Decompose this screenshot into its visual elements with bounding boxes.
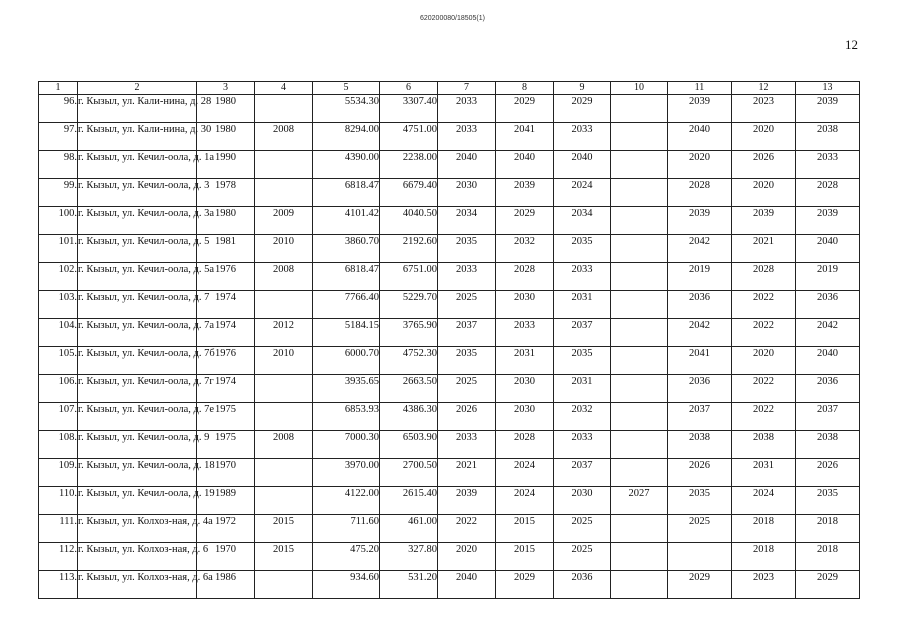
table-cell-c8: 2029 [496, 207, 554, 235]
table-cell-c9: 2025 [554, 543, 611, 571]
table-cell-c5: 3970.00 [313, 459, 380, 487]
table-cell-c7: 2040 [438, 151, 496, 179]
table-cell-c4: 2009 [255, 207, 313, 235]
table-cell-c2: г. Кызыл, ул. Кечил-оола, д. 3 [78, 179, 197, 207]
table-cell-c3: 1980 [197, 207, 255, 235]
table-cell-c6: 3765.90 [380, 319, 438, 347]
table-cell-c6: 2700.50 [380, 459, 438, 487]
table-cell-c7: 2026 [438, 403, 496, 431]
table-cell-c5: 6000.70 [313, 347, 380, 375]
table-cell-c13: 2039 [796, 95, 860, 123]
table-cell-c4 [255, 571, 313, 599]
table-cell-c6: 5229.70 [380, 291, 438, 319]
table-cell-c13: 2026 [796, 459, 860, 487]
table-cell-c10 [611, 263, 668, 291]
table-cell-c11: 2025 [668, 515, 732, 543]
table-cell-c12: 2022 [732, 403, 796, 431]
column-header-10: 10 [611, 82, 668, 95]
table-cell-c2: г. Кызыл, ул. Кечил-оола, д. 7 [78, 291, 197, 319]
table-cell-c9: 2035 [554, 347, 611, 375]
table-cell-c13: 2040 [796, 347, 860, 375]
table-cell-c8: 2030 [496, 403, 554, 431]
column-header-1: 1 [39, 82, 78, 95]
table-cell-c11: 2020 [668, 151, 732, 179]
table-cell-c9: 2024 [554, 179, 611, 207]
table-cell-c7: 2040 [438, 571, 496, 599]
table-cell-c6: 2192.60 [380, 235, 438, 263]
table-cell-c2: г. Кызыл, ул. Кечил-оола, д. 19 [78, 487, 197, 515]
table-cell-c1: 111. [39, 515, 78, 543]
page-number: 12 [845, 37, 858, 52]
table-cell-c13: 2029 [796, 571, 860, 599]
table-cell-c11: 2040 [668, 123, 732, 151]
table-row [39, 207, 860, 235]
table-cell-c1: 96. [39, 95, 78, 123]
table-cell-c5: 4101.42 [313, 207, 380, 235]
table-cell-c4 [255, 459, 313, 487]
table-cell-c6: 4386.30 [380, 403, 438, 431]
housing-register-table [38, 81, 860, 599]
table-cell-c1: 99. [39, 179, 78, 207]
table-cell-c6: 6751.00 [380, 263, 438, 291]
table-cell-c4 [255, 487, 313, 515]
table-cell-c1: 98. [39, 151, 78, 179]
table-cell-c10 [611, 291, 668, 319]
table-row [39, 347, 860, 375]
table-cell-c2: г. Кызыл, ул. Кечил-оола, д. 18 [78, 459, 197, 487]
table-cell-c6: 2238.00 [380, 151, 438, 179]
table-row [39, 319, 860, 347]
column-header-13: 13 [796, 82, 860, 95]
table-cell-c10 [611, 375, 668, 403]
table-cell-c6: 2615.40 [380, 487, 438, 515]
table-cell-c4: 2008 [255, 263, 313, 291]
table-cell-c8: 2030 [496, 291, 554, 319]
table-row [39, 431, 860, 459]
table-cell-c10 [611, 151, 668, 179]
table-cell-c10 [611, 235, 668, 263]
table-cell-c1: 97. [39, 123, 78, 151]
table-cell-c2: г. Кызыл, ул. Колхоз-ная, д. 4а [78, 515, 197, 543]
table-cell-c3: 1972 [197, 515, 255, 543]
table-row [39, 263, 860, 291]
table-cell-c12: 2018 [732, 543, 796, 571]
table-cell-c6: 6679.40 [380, 179, 438, 207]
table-cell-c8: 2024 [496, 459, 554, 487]
table-cell-c13: 2035 [796, 487, 860, 515]
table-row [39, 151, 860, 179]
table-cell-c2: г. Кызыл, ул. Кечил-оола, д. 3а [78, 207, 197, 235]
table-cell-c2: г. Кызыл, ул. Кечил-оола, д. 7г [78, 375, 197, 403]
table-cell-c13: 2036 [796, 375, 860, 403]
table-cell-c5: 4122.00 [313, 487, 380, 515]
table-cell-c4: 2015 [255, 515, 313, 543]
table-cell-c7: 2030 [438, 179, 496, 207]
table-cell-c1: 101. [39, 235, 78, 263]
table-cell-c1: 105. [39, 347, 78, 375]
table-cell-c11: 2028 [668, 179, 732, 207]
table-cell-c2: г. Кызыл, ул. Кали-нина, д. 28 [78, 95, 197, 123]
table-row [39, 375, 860, 403]
table-cell-c12: 2024 [732, 487, 796, 515]
table-cell-c3: 1974 [197, 375, 255, 403]
table-cell-c8: 2029 [496, 571, 554, 599]
table-cell-c6: 2663.50 [380, 375, 438, 403]
table-cell-c6: 327.80 [380, 543, 438, 571]
table-cell-c2: г. Кызыл, ул. Колхоз-ная, д. 6а [78, 571, 197, 599]
table-cell-c11: 2035 [668, 487, 732, 515]
table-cell-c7: 2035 [438, 347, 496, 375]
table-cell-c1: 113. [39, 571, 78, 599]
table-cell-c12: 2022 [732, 375, 796, 403]
table-cell-c5: 711.60 [313, 515, 380, 543]
table-cell-c13: 2038 [796, 431, 860, 459]
table-cell-c7: 2033 [438, 263, 496, 291]
table-cell-c9: 2030 [554, 487, 611, 515]
table-cell-c10 [611, 207, 668, 235]
table-cell-c7: 2025 [438, 291, 496, 319]
table-cell-c3: 1970 [197, 459, 255, 487]
table-cell-c9: 2040 [554, 151, 611, 179]
table-cell-c3: 1974 [197, 319, 255, 347]
table-cell-c3: 1976 [197, 263, 255, 291]
column-header-7: 7 [438, 82, 496, 95]
table-cell-c9: 2031 [554, 375, 611, 403]
table-cell-c13: 2038 [796, 123, 860, 151]
table-cell-c7: 2020 [438, 543, 496, 571]
table-cell-c2: г. Кызыл, ул. Кечил-оола, д. 7а [78, 319, 197, 347]
table-cell-c3: 1975 [197, 431, 255, 459]
table-cell-c11: 2037 [668, 403, 732, 431]
table-row [39, 403, 860, 431]
table-cell-c8: 2030 [496, 375, 554, 403]
column-number-row [39, 82, 860, 95]
table-cell-c8: 2015 [496, 543, 554, 571]
table-cell-c11: 2026 [668, 459, 732, 487]
table-cell-c5: 4390.00 [313, 151, 380, 179]
table-cell-c8: 2028 [496, 263, 554, 291]
table-cell-c7: 2021 [438, 459, 496, 487]
table-cell-c3: 1980 [197, 95, 255, 123]
table-cell-c11: 2036 [668, 291, 732, 319]
table-cell-c12: 2039 [732, 207, 796, 235]
table-cell-c8: 2029 [496, 95, 554, 123]
table-cell-c1: 112. [39, 543, 78, 571]
table-row [39, 179, 860, 207]
table-cell-c12: 2020 [732, 123, 796, 151]
table-cell-c1: 102. [39, 263, 78, 291]
table-cell-c8: 2031 [496, 347, 554, 375]
table-cell-c10: 2027 [611, 487, 668, 515]
table-cell-c13: 2019 [796, 263, 860, 291]
column-header-2: 2 [78, 82, 197, 95]
table-cell-c7: 2037 [438, 319, 496, 347]
table-cell-c5: 8294.00 [313, 123, 380, 151]
table-cell-c2: г. Кызыл, ул. Кечил-оола, д. 5 [78, 235, 197, 263]
table-cell-c4: 2015 [255, 543, 313, 571]
table-cell-c10 [611, 319, 668, 347]
table-cell-c4 [255, 151, 313, 179]
table-cell-c9: 2033 [554, 123, 611, 151]
table-cell-c1: 104. [39, 319, 78, 347]
table-cell-c9: 2037 [554, 319, 611, 347]
table-cell-c8: 2040 [496, 151, 554, 179]
table-cell-c8: 2032 [496, 235, 554, 263]
table-cell-c11: 2042 [668, 319, 732, 347]
table-cell-c7: 2035 [438, 235, 496, 263]
table-cell-c10 [611, 515, 668, 543]
table-cell-c5: 6818.47 [313, 179, 380, 207]
table-cell-c9: 2033 [554, 263, 611, 291]
table-cell-c10 [611, 403, 668, 431]
table-cell-c6: 4040.50 [380, 207, 438, 235]
table-cell-c12: 2026 [732, 151, 796, 179]
table-cell-c7: 2022 [438, 515, 496, 543]
table-cell-c6: 6503.90 [380, 431, 438, 459]
table-cell-c1: 108. [39, 431, 78, 459]
table-cell-c5: 6853.93 [313, 403, 380, 431]
table-cell-c3: 1986 [197, 571, 255, 599]
table-cell-c3: 1975 [197, 403, 255, 431]
table-cell-c13: 2033 [796, 151, 860, 179]
column-header-4: 4 [255, 82, 313, 95]
table-cell-c9: 2033 [554, 431, 611, 459]
table-cell-c5: 5534.30 [313, 95, 380, 123]
table-row [39, 459, 860, 487]
table-cell-c5: 5184.15 [313, 319, 380, 347]
table-cell-c6: 461.00 [380, 515, 438, 543]
table-cell-c10 [611, 95, 668, 123]
table-cell-c2: г. Кызыл, ул. Кали-нина, д. 30 [78, 123, 197, 151]
table-cell-c8: 2028 [496, 431, 554, 459]
table-cell-c2: г. Кызыл, ул. Кечил-оола, д. 9 [78, 431, 197, 459]
column-header-12: 12 [732, 82, 796, 95]
table-cell-c3: 1970 [197, 543, 255, 571]
table-cell-c7: 2033 [438, 431, 496, 459]
table-cell-c7: 2033 [438, 95, 496, 123]
table-cell-c12: 2038 [732, 431, 796, 459]
table-cell-c9: 2032 [554, 403, 611, 431]
table-cell-c12: 2022 [732, 291, 796, 319]
table-cell-c6: 531.20 [380, 571, 438, 599]
table-cell-c2: г. Кызыл, ул. Кечил-оола, д. 5а [78, 263, 197, 291]
table-cell-c12: 2018 [732, 515, 796, 543]
table-cell-c7: 2034 [438, 207, 496, 235]
table-cell-c3: 1976 [197, 347, 255, 375]
table-cell-c3: 1981 [197, 235, 255, 263]
table-cell-c7: 2039 [438, 487, 496, 515]
document-id: 620200080/18505(1) [419, 15, 485, 22]
table-row [39, 95, 860, 123]
table-cell-c10 [611, 179, 668, 207]
table-cell-c7: 2025 [438, 375, 496, 403]
table-cell-c6: 4752.30 [380, 347, 438, 375]
table-cell-c2: г. Кызыл, ул. Колхоз-ная, д. 6 [78, 543, 197, 571]
column-header-6: 6 [380, 82, 438, 95]
table-cell-c11: 2019 [668, 263, 732, 291]
table-cell-c2: г. Кызыл, ул. Кечил-оола, д. 1а [78, 151, 197, 179]
table-cell-c6: 4751.00 [380, 123, 438, 151]
table-row [39, 515, 860, 543]
table-cell-c12: 2023 [732, 571, 796, 599]
table-cell-c3: 1980 [197, 123, 255, 151]
table-cell-c12: 2022 [732, 319, 796, 347]
table-cell-c5: 934.60 [313, 571, 380, 599]
table-cell-c9: 2037 [554, 459, 611, 487]
table-cell-c12: 2021 [732, 235, 796, 263]
table-cell-c9: 2025 [554, 515, 611, 543]
table-cell-c10 [611, 431, 668, 459]
table-cell-c5: 7000.30 [313, 431, 380, 459]
table-cell-c13: 2036 [796, 291, 860, 319]
table-row [39, 123, 860, 151]
table-cell-c1: 103. [39, 291, 78, 319]
table-cell-c13: 2042 [796, 319, 860, 347]
table-cell-c1: 100. [39, 207, 78, 235]
table-cell-c1: 110. [39, 487, 78, 515]
table-cell-c8: 2033 [496, 319, 554, 347]
table-cell-c5: 475.20 [313, 543, 380, 571]
column-header-9: 9 [554, 82, 611, 95]
column-header-11: 11 [668, 82, 732, 95]
table-cell-c10 [611, 459, 668, 487]
table-cell-c5: 3860.70 [313, 235, 380, 263]
table-cell-c9: 2034 [554, 207, 611, 235]
table-cell-c9: 2031 [554, 291, 611, 319]
column-header-3: 3 [197, 82, 255, 95]
table-cell-c10 [611, 123, 668, 151]
table-cell-c6: 3307.40 [380, 95, 438, 123]
column-header-5: 5 [313, 82, 380, 95]
table-row [39, 487, 860, 515]
table-cell-c10 [611, 543, 668, 571]
table-cell-c10 [611, 347, 668, 375]
table-cell-c7: 2033 [438, 123, 496, 151]
table-cell-c3: 1990 [197, 151, 255, 179]
table-cell-c4 [255, 375, 313, 403]
table-cell-c4: 2008 [255, 123, 313, 151]
table-row [39, 291, 860, 319]
column-header-8: 8 [496, 82, 554, 95]
table-cell-c9: 2036 [554, 571, 611, 599]
table-cell-c11: 2038 [668, 431, 732, 459]
table-cell-c2: г. Кызыл, ул. Кечил-оола, д. 7б [78, 347, 197, 375]
table-cell-c4: 2012 [255, 319, 313, 347]
table-cell-c8: 2039 [496, 179, 554, 207]
table-cell-c5: 7766.40 [313, 291, 380, 319]
table-cell-c4 [255, 179, 313, 207]
table-cell-c10 [611, 571, 668, 599]
table-cell-c3: 1978 [197, 179, 255, 207]
table-cell-c4 [255, 95, 313, 123]
table-row [39, 571, 860, 599]
table-cell-c3: 1989 [197, 487, 255, 515]
table-cell-c11: 2041 [668, 347, 732, 375]
table-cell-c11: 2039 [668, 95, 732, 123]
table-cell-c8: 2024 [496, 487, 554, 515]
table-cell-c13: 2039 [796, 207, 860, 235]
table-cell-c3: 1974 [197, 291, 255, 319]
table-cell-c1: 109. [39, 459, 78, 487]
table-cell-c4 [255, 291, 313, 319]
table-cell-c13: 2040 [796, 235, 860, 263]
table-row [39, 543, 860, 571]
table-cell-c8: 2015 [496, 515, 554, 543]
table-cell-c13: 2028 [796, 179, 860, 207]
table-cell-c11: 2036 [668, 375, 732, 403]
table-cell-c4: 2010 [255, 347, 313, 375]
table-cell-c11: 2039 [668, 207, 732, 235]
table-cell-c5: 3935.65 [313, 375, 380, 403]
table-cell-c12: 2028 [732, 263, 796, 291]
table-cell-c4 [255, 403, 313, 431]
table-cell-c8: 2041 [496, 123, 554, 151]
table-cell-c13: 2018 [796, 543, 860, 571]
table-cell-c4: 2010 [255, 235, 313, 263]
table-cell-c1: 106. [39, 375, 78, 403]
table-row [39, 235, 860, 263]
table-cell-c9: 2029 [554, 95, 611, 123]
table-cell-c12: 2020 [732, 347, 796, 375]
table-cell-c11: 2029 [668, 571, 732, 599]
table-cell-c11: 2042 [668, 235, 732, 263]
table-cell-c4: 2008 [255, 431, 313, 459]
table-cell-c13: 2037 [796, 403, 860, 431]
table-cell-c1: 107. [39, 403, 78, 431]
table-cell-c13: 2018 [796, 515, 860, 543]
table-cell-c12: 2020 [732, 179, 796, 207]
table-cell-c12: 2031 [732, 459, 796, 487]
table-cell-c12: 2023 [732, 95, 796, 123]
table-cell-c9: 2035 [554, 235, 611, 263]
table-cell-c5: 6818.47 [313, 263, 380, 291]
table-cell-c11 [668, 543, 732, 571]
table-cell-c2: г. Кызыл, ул. Кечил-оола, д. 7е [78, 403, 197, 431]
